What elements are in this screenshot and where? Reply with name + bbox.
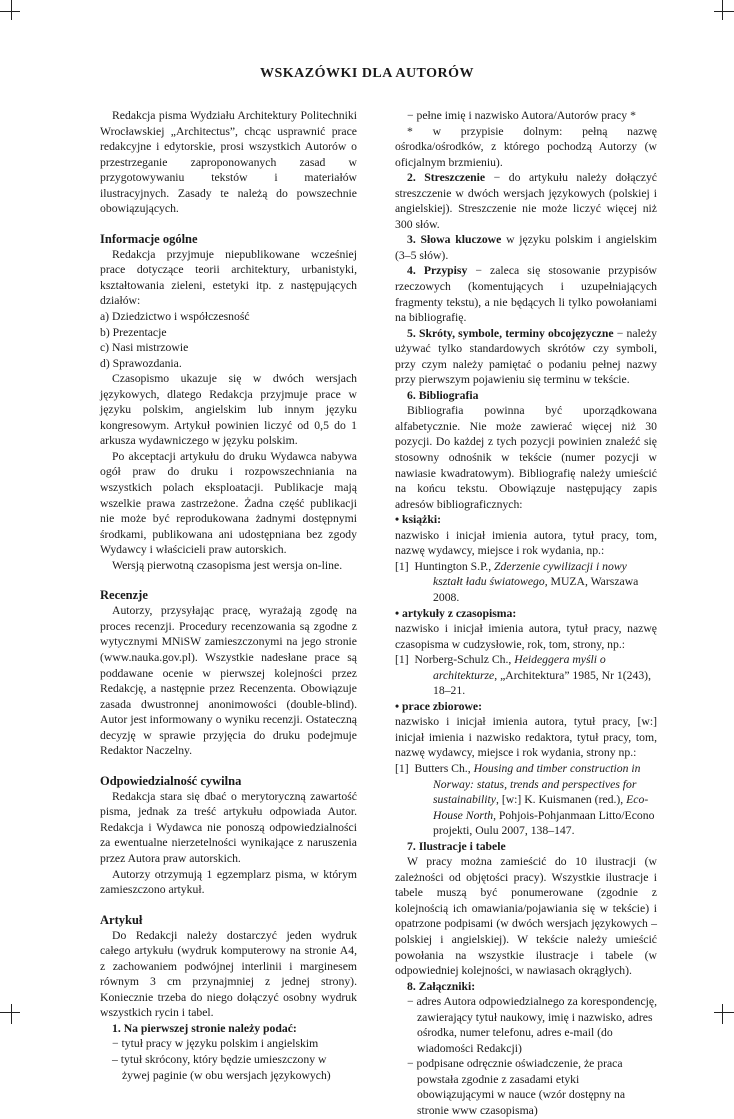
general-paragraph-2: Czasopismo ukazuje się w dwóch wersjach językowych, dlatego Redakcja przyjmuje prace w języku polskim, angielskim lub innym języku kongresowym. Artykuł powinien liczyć od 0,5 do 1 arkusza wydawniczego w języku polskim. [100,372,357,448]
section-item: c) Nasi mistrzowie [100,341,189,355]
item-6-heading: 6. Bibliografia [407,388,479,402]
item-4-heading: 4. Przypisy [407,264,468,278]
ref-number: [1] [395,559,409,573]
ref-author: Norberg-Schulz Ch., [414,653,515,667]
general-paragraph-4: Wersją pierwotną czasopisma jest wersja on-line. [112,558,343,572]
books-text: nazwisko i inicjał imienia autora, tytuł pracy, tom, nazwę wydawcy, miejsce i rok wydania, np.: [395,528,657,558]
ref-rest: , Pohjois-Pohjanmaan Litto/Econo projekti, Oulu 2007, 138–147. [433,808,655,838]
item-8-heading: 8. Załączniki: [407,979,476,993]
reviews-paragraph: Autorzy, przysyłając pracę, wyrażają zgodę na proces recenzji. Procedury recenzowania są zgodne z wytycznymi MNiSW zamieszczonymi na jego stronie (www.nauka.gov.pl). Wszystkie nadesłane prace są poddawane ocenie w pierwszej kolejności przez Redakcję, a następnie przez Recenzenta. Obowiązuje zasada dwustronnej anonimowości (double-blind). Autor jest informowany o wyniku recenzji. Ostateczną decyzję w sprawie przyjęcia do druku podejmuje Redaktor Naczelny. [100,604,357,758]
section-item: d) Sprawozdania. [100,356,182,370]
liability-paragraph-2: Autorzy otrzymują 1 egzemplarz pisma, w którym zamieszczono artykuł. [100,867,357,897]
ref-number: [1] [395,761,409,775]
collections-heading: • prace zbiorowe: [395,699,482,713]
right-column [395,108,657,1119]
section-item: b) Prezentacje [100,325,167,339]
ref-title: Zderzenie cywilizacji i nowy kształt ładu światowego [433,559,627,589]
item-1-heading: 1. Na pierwszej stronie należy podać: [112,1021,297,1035]
list-item: − adres Autora odpowiedzialnego za korespondencję, zawierający tytuł naukowy, imię i nazwisko, adres ośrodka, numer telefonu, adres e-mail (do wiadomości Redakcji) [407,995,657,1055]
liability-paragraph-1: Redakcja stara się dbać o merytoryczną zawartość pisma, jednak za treść artykułu odpowiada Autor. Redakcja i Wydawca nie ponoszą odpowiedzialności za ewentualne nierzetelności wynikające z naruszenia przez Autora praw autorskich. [100,789,357,865]
articles-heading: • artykuły z czasopisma: [395,606,517,620]
intro-paragraph: Redakcja pisma Wydziału Architektury Politechniki Wrocławskiej „Architectus”, chcąc usprawnić prace redakcyjne i edytorskie, prosi wszystkich Autorów o przestrzeganie zaproponowanych zasad w przygotowywaniu tekstów i materiałów ilustracyjnych. Zasady te należą do powszechnie obowiązujących. [100,109,357,216]
item-4-footnotes [395,263,657,325]
item-3-heading: 3. Słowa kluczowe [407,233,502,247]
item-5-text: − należy używać tylko standardowych skrótów czy symboli, przy czym należy pamiętać o podaniu pełnej nazwy przy pierwszym pojawieniu się terminu w tekście. [395,326,657,387]
collections-example [395,761,657,839]
item-4-text: − zaleca się stosowanie przypisów rzeczowych (komentujących i uzupełniających fragmenty tekstu), a nie będących li tylko powołaniami na bibliografię. [395,264,658,325]
ref-editor: , [w:] K. Kuismanen (red.), [496,793,627,807]
footnote-note: * w przypisie dolnym: pełną nazwę ośrodka/ośrodków, z którego pochodzą Autorzy (w oficjalnym brzmieniu). [395,124,657,169]
article-paragraph: Do Redakcji należy dostarczyć jeden wydruk całego artykułu (wydruk komputerowy na stronie A4, z zachowaniem podwójnej interlinii i marginesem równym 3 cm przynajmniej z jednej strony). Koniecznie trzeba do niego dołączyć osobny wydruk wszystkich rycin i tabel. [100,928,357,1020]
item-2-text: − do artykułu należy dołączyć streszczenie w dwóch wersjach językowych (polskiej i angielskiej). Streszczenie nie może liczyć więcej niż 300 słów. [395,171,657,231]
item-3-text: w języku polskim i angielskim (3–5 słów). [395,233,657,262]
crop-mark [0,1012,20,1013]
articles-example [395,652,657,699]
articles-text: nazwisko i inicjał imienia autora, tytuł pracy, nazwę czasopisma w cudzysłowie, rok, tom, strony, np.: [395,622,657,651]
item-5-abbreviations [395,326,657,388]
list-item: − pełne imię i nazwisko Autora/Autorów pracy * [407,109,636,122]
ref-rest: , MUZA, Warszawa 2008. [433,575,639,604]
crop-mark [11,1004,12,1024]
books-example [395,559,657,606]
list-item: − tytuł pracy w języku polskim i angielskim [112,1037,319,1051]
crop-mark [714,1012,734,1013]
item-2-heading: 2. Streszczenie [407,171,486,185]
ref-author: Huntington S.P., [414,559,495,573]
crop-mark [11,0,12,20]
item-7-text: W pracy można zamieścić do 10 ilustracji (w zależności od objętości pracy). Wszystkie ilustracje i tabele muszą być ponumerowane (zgodnie z kolejnością ich omawiania/pojawiania się w tekście) i opatrzone podpisami (w dwóch wersjach językowych – polskiej i angielskiej). W tekście należy umieścić powołania na wszystkie ilustracje i tabele (w odpowiedniej kolejności, w nawiasach okrągłych). [395,855,657,978]
section-item: a) Dziedzictwo i współczesność [100,310,250,324]
ref-number: [1] [395,653,409,667]
item-6-text: Bibliografia powinna być uporządkowana alfabetycznie. Nie może zawierać więcej niż 30 pozycji. Do każdej z tych pozycji powinien znaleźć się stosowny odnośnik w tekście (numer pozycji w nawiasie kwadratowym). Bibliografię należy umieścić na końcu tekstu. Obowiązuje następujący zapis adresów bibliograficznych: [395,404,657,511]
heading-liability: Odpowiedzialność cywilna [100,773,242,788]
ref-title: Heideggera myśli o architekturze [433,653,606,682]
list-item: – tytuł skrócony, który będzie umieszczony w żywej paginie (w obu wersjach językowych) [112,1052,331,1082]
crop-mark [0,11,20,12]
item-3-keywords [395,232,657,263]
crop-mark [722,0,723,20]
collections-text: nazwisko i inicjał imienia autora, tytuł pracy, [w:] inicjał imienia i nazwisko redaktora, tytuł pracy, tom, nazwę wydawcy, miejsce i rok wydania, strony np.: [395,715,657,760]
general-paragraph-3: Po akceptacji artykułu do druku Wydawca nabywa ogół praw do druku i rozpowszechniania na wszystkich polach eksploatacji. Publikacje mają wszelkie prawa zastrzeżone. Żadna część publikacji nie może być reprodukowana żadnymi dostępnymi środkami, publikowana ani udostępniana bez zgody Wydawcy i właścicieli praw autorskich. [100,449,357,557]
ref-book-title: Eco-House North [433,793,649,822]
crop-mark [714,11,734,12]
list-item: − podpisane odręcznie oświadczenie, że praca powstała zgodnie z zasadami etyki obowiązującymi w nauce (wzór dostępny na stronie www czasopisma) [407,1057,626,1117]
page-title: WSKAZÓWKI DLA AUTORÓW [259,66,475,81]
heading-reviews: Recenzje [100,588,148,603]
general-paragraph-1: Redakcja przyjmuje niepublikowane wcześniej prace dotyczące teorii architektury, urbanistyki, kształtowania zieleni, estetyki itp. z następujących działów: [100,247,357,308]
ref-title: Housing and timber construction in Norway: status, trends and perspectives for sustainability [433,761,641,807]
left-column [100,108,357,1083]
item-5-heading: 5. Skróty, symbole, terminy obcojęzyczne [407,326,614,340]
item-7-heading: 7. Ilustracje i tabele [407,839,506,853]
ref-rest: , „Architektura” 1985, Nr 1(243), 18–21. [433,668,651,698]
heading-article: Artykuł [100,912,143,927]
heading-general-info: Informacje ogólne [100,231,198,246]
ref-author: Butters Ch., [414,761,474,775]
crop-mark [722,1004,723,1024]
item-2-abstract [395,170,657,232]
books-heading: • książki: [395,513,441,527]
